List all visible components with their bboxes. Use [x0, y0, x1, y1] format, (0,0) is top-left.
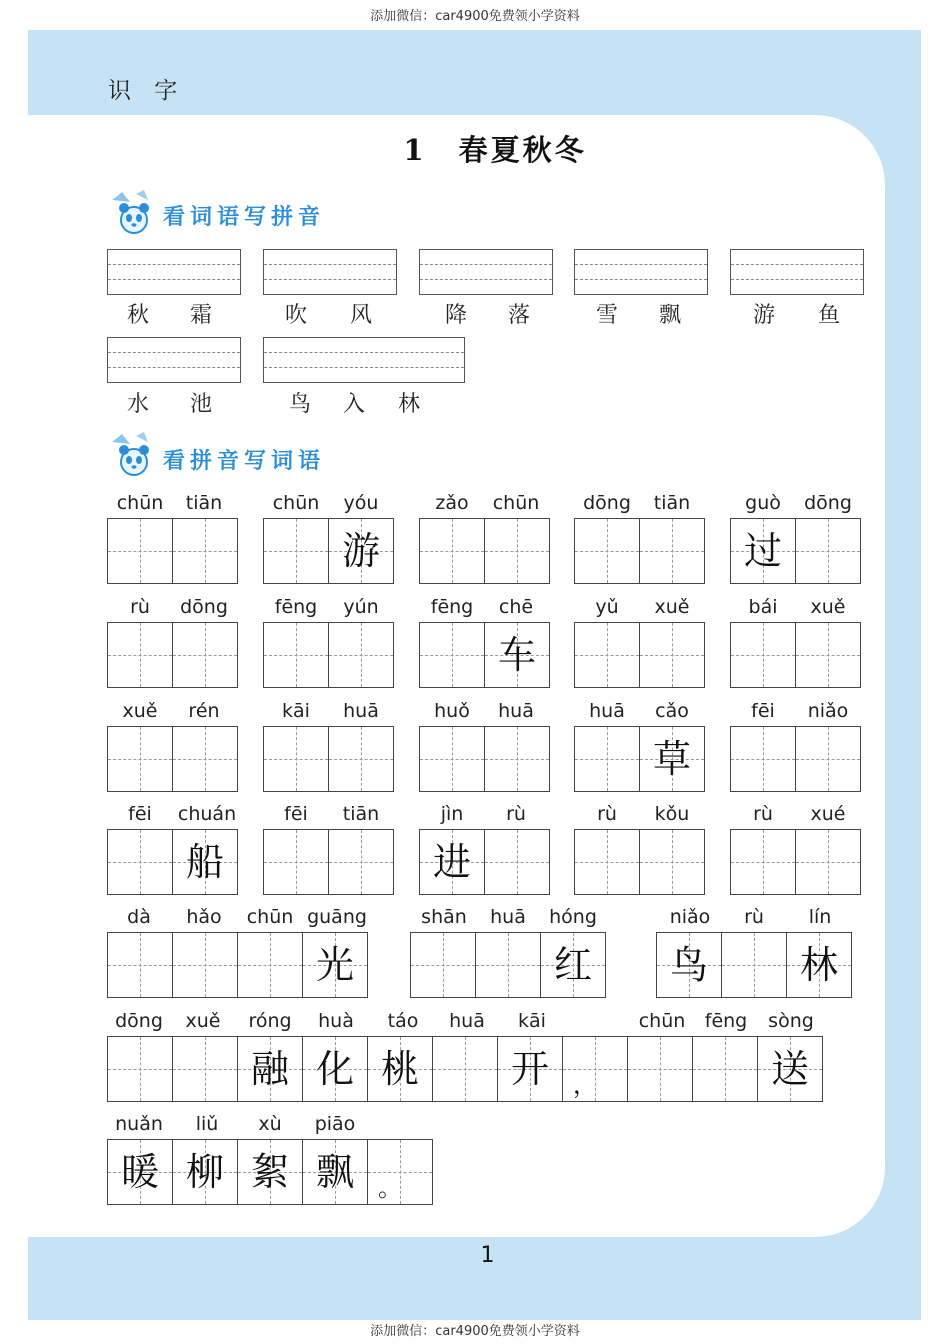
- punctuation-cell[interactable]: ，: [562, 1036, 628, 1102]
- pinyin-answer-box[interactable]: [263, 337, 465, 383]
- pinyin-label: huā: [343, 700, 379, 722]
- section-label: 识 字: [108, 78, 186, 104]
- character-cell[interactable]: [795, 726, 861, 792]
- character-cell[interactable]: [730, 726, 796, 792]
- character-cell[interactable]: [107, 518, 173, 584]
- pinyin-label: rù: [130, 596, 150, 618]
- character-cell[interactable]: [574, 726, 640, 792]
- character-cell[interactable]: 红: [540, 932, 606, 998]
- pinyin-answer-box[interactable]: [107, 337, 241, 383]
- pinyin-label: rù: [744, 906, 764, 928]
- word-char: 水: [127, 392, 150, 417]
- character-cell[interactable]: [172, 726, 238, 792]
- word-char: 落: [508, 303, 531, 328]
- pinyin-answer-box[interactable]: [574, 249, 708, 295]
- pinyin-answer-box[interactable]: [263, 249, 397, 295]
- character-cell[interactable]: [795, 622, 861, 688]
- word-char: 林: [398, 392, 421, 417]
- pinyin-answer-box[interactable]: [107, 249, 241, 295]
- word-char: 风: [350, 303, 373, 328]
- character-cell[interactable]: 飘: [302, 1139, 368, 1205]
- pinyin-label: shān: [421, 906, 467, 928]
- word-char: 游: [753, 303, 776, 328]
- pinyin-label: huā: [449, 1010, 485, 1032]
- lesson-title: 1 春夏秋冬: [403, 133, 587, 167]
- character-cell[interactable]: [639, 829, 705, 895]
- pinyin-label: hǎo: [186, 906, 222, 928]
- pinyin-label: huā: [589, 700, 625, 722]
- character-cell[interactable]: 絮: [237, 1139, 303, 1205]
- pinyin-label: fēng: [274, 596, 318, 618]
- pinyin-label: chūn: [272, 492, 320, 514]
- character-cell[interactable]: [795, 518, 861, 584]
- pinyin-label: jìn: [440, 803, 464, 825]
- pinyin-label: tiān: [653, 492, 691, 514]
- pinyin-label: dà: [127, 906, 151, 928]
- character-cell[interactable]: [107, 829, 173, 895]
- character-cell[interactable]: 鸟: [656, 932, 722, 998]
- pinyin-label: fēng: [430, 596, 474, 618]
- pinyin-label: xuě: [185, 1010, 221, 1032]
- pinyin-label: dōng: [804, 492, 852, 514]
- character-cell[interactable]: [328, 726, 394, 792]
- watermark-top: 添加微信：car4900免费领小学资料: [370, 9, 580, 24]
- character-cell[interactable]: [795, 829, 861, 895]
- character-cell[interactable]: [328, 829, 394, 895]
- character-cell[interactable]: [730, 622, 796, 688]
- character-cell[interactable]: [107, 932, 173, 998]
- character-cell[interactable]: 融: [237, 1036, 303, 1102]
- pinyin-label: huā: [498, 700, 534, 722]
- character-cell[interactable]: 游: [328, 518, 394, 584]
- word-char: 鸟: [289, 392, 312, 417]
- pinyin-label: kāi: [518, 1010, 546, 1032]
- character-cell[interactable]: 车: [484, 622, 550, 688]
- part1-heading: 看词语写拼音: [163, 205, 326, 230]
- character-cell[interactable]: [432, 1036, 498, 1102]
- pinyin-label: yǔ: [595, 596, 619, 618]
- character-cell[interactable]: 船: [172, 829, 238, 895]
- character-cell[interactable]: [328, 622, 394, 688]
- pinyin-label: chuán: [177, 803, 237, 825]
- character-cell[interactable]: [263, 518, 329, 584]
- pinyin-label: bái: [748, 596, 778, 618]
- pinyin-answer-box[interactable]: [730, 249, 864, 295]
- word-char: 吹: [285, 303, 308, 328]
- character-cell[interactable]: [263, 726, 329, 792]
- character-cell[interactable]: [107, 622, 173, 688]
- pinyin-label: rù: [506, 803, 526, 825]
- watermark-bottom: 添加微信：car4900免费领小学资料: [370, 1324, 580, 1339]
- character-cell[interactable]: [721, 932, 787, 998]
- character-cell[interactable]: [475, 932, 541, 998]
- character-cell[interactable]: [263, 622, 329, 688]
- pinyin-label: huǒ: [434, 700, 470, 722]
- pinyin-label: xuě: [810, 596, 846, 618]
- character-cell[interactable]: [574, 829, 640, 895]
- pinyin-label: yóu: [343, 492, 379, 514]
- panda-icon: [108, 190, 160, 236]
- character-cell[interactable]: 柳: [172, 1139, 238, 1205]
- character-cell[interactable]: [692, 1036, 758, 1102]
- pinyin-answer-box[interactable]: [419, 249, 553, 295]
- character-cell[interactable]: 化: [302, 1036, 368, 1102]
- pinyin-label: róng: [248, 1010, 292, 1032]
- pinyin-label: rén: [188, 700, 220, 722]
- character-cell[interactable]: [627, 1036, 693, 1102]
- pinyin-label: guò: [745, 492, 781, 514]
- part2-heading: 看拼音写词语: [163, 449, 326, 474]
- pinyin-label: nuǎn: [115, 1113, 163, 1135]
- pinyin-label: tiān: [185, 492, 223, 514]
- panda-icon: [108, 432, 160, 478]
- pinyin-label: xuě: [654, 596, 690, 618]
- pinyin-label: guāng: [307, 906, 367, 928]
- character-cell[interactable]: [237, 932, 303, 998]
- character-cell[interactable]: 草: [639, 726, 705, 792]
- character-cell[interactable]: 林: [786, 932, 852, 998]
- character-cell[interactable]: [172, 518, 238, 584]
- character-cell[interactable]: [172, 1036, 238, 1102]
- pinyin-label: huā: [490, 906, 526, 928]
- pinyin-label: chūn: [492, 492, 540, 514]
- pinyin-label: huà: [318, 1010, 354, 1032]
- word-char: 入: [343, 392, 366, 417]
- character-cell[interactable]: [263, 829, 329, 895]
- pinyin-label: dōng: [583, 492, 631, 514]
- pinyin-label: dōng: [180, 596, 228, 618]
- pinyin-label: niǎo: [807, 700, 849, 722]
- character-cell[interactable]: [107, 726, 173, 792]
- character-cell[interactable]: [419, 622, 485, 688]
- pinyin-label: hóng: [549, 906, 597, 928]
- word-char: 雪: [596, 303, 619, 328]
- pinyin-label: cǎo: [655, 700, 689, 722]
- character-cell[interactable]: 桃: [367, 1036, 433, 1102]
- pinyin-label: niǎo: [669, 906, 711, 928]
- pinyin-label: chūn: [638, 1010, 686, 1032]
- character-cell[interactable]: [484, 726, 550, 792]
- pinyin-label: xué: [810, 803, 846, 825]
- pinyin-label: sòng: [768, 1010, 814, 1032]
- word-char: 霜: [190, 303, 213, 328]
- character-cell[interactable]: [107, 1036, 173, 1102]
- pinyin-label: chūn: [116, 492, 164, 514]
- character-cell[interactable]: [410, 932, 476, 998]
- word-char: 池: [190, 392, 213, 417]
- pinyin-label: chūn: [246, 906, 294, 928]
- character-cell[interactable]: [574, 518, 640, 584]
- pinyin-label: zǎo: [435, 492, 469, 514]
- character-cell[interactable]: [419, 726, 485, 792]
- pinyin-label: dōng: [115, 1010, 163, 1032]
- character-cell[interactable]: [639, 518, 705, 584]
- character-cell[interactable]: 进: [419, 829, 485, 895]
- character-cell[interactable]: [574, 622, 640, 688]
- pinyin-label: fēi: [128, 803, 152, 825]
- character-cell[interactable]: [639, 622, 705, 688]
- word-char: 飘: [659, 303, 682, 328]
- pinyin-label: táo: [387, 1010, 419, 1032]
- character-cell[interactable]: [172, 932, 238, 998]
- character-cell[interactable]: 开: [497, 1036, 563, 1102]
- pinyin-label: rù: [597, 803, 617, 825]
- character-cell[interactable]: [484, 829, 550, 895]
- punctuation-cell[interactable]: 。: [367, 1139, 433, 1205]
- pinyin-label: fēng: [704, 1010, 748, 1032]
- pinyin-label: lín: [808, 906, 832, 928]
- pinyin-label: fēi: [751, 700, 775, 722]
- pinyin-label: rù: [753, 803, 773, 825]
- character-cell[interactable]: 送: [757, 1036, 823, 1102]
- character-cell[interactable]: 暖: [107, 1139, 173, 1205]
- pinyin-label: liǔ: [195, 1113, 219, 1135]
- word-char: 降: [445, 303, 468, 328]
- pinyin-label: kāi: [282, 700, 310, 722]
- character-cell[interactable]: 过: [730, 518, 796, 584]
- pinyin-label: kǒu: [654, 803, 690, 825]
- pinyin-label: yún: [343, 596, 379, 618]
- character-cell[interactable]: [172, 622, 238, 688]
- character-cell[interactable]: [484, 518, 550, 584]
- word-char: 秋: [127, 303, 150, 328]
- pinyin-label: xù: [258, 1113, 282, 1135]
- word-char: 鱼: [818, 303, 841, 328]
- pinyin-label: piāo: [314, 1113, 356, 1135]
- pinyin-label: chē: [498, 596, 534, 618]
- character-cell[interactable]: 光: [302, 932, 368, 998]
- pinyin-label: fēi: [284, 803, 308, 825]
- pinyin-label: tiān: [342, 803, 380, 825]
- pinyin-label: xuě: [122, 700, 158, 722]
- character-cell[interactable]: [730, 829, 796, 895]
- page-number: 1: [480, 1243, 495, 1268]
- character-cell[interactable]: [419, 518, 485, 584]
